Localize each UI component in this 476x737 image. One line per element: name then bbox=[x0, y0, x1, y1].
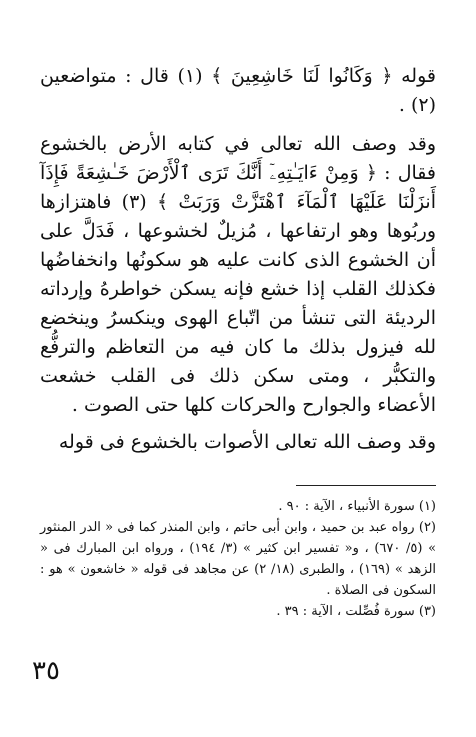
footnote-divider bbox=[296, 485, 436, 486]
footnotes bbox=[40, 496, 436, 622]
paragraph-3: وقد وصف الله تعالى الأصوات بالخشوع فى قوله bbox=[58, 431, 436, 453]
footnote-1: (١) سورة الأنبياء ، الآية : ٩٠ . bbox=[278, 499, 436, 514]
footnote-3: (٣) سورة فُصِّلت ، الآية : ٣٩ . bbox=[276, 604, 436, 619]
footnote-2: (٢) رواه عبد بن حميد ، وابن أبى حاتم ، وابن المنذر كما فى « الدر المنثور » (٥/ ٦٧٠) ، و« تفسير ابن كثير » (٣/ ١٩٤) ، ورواه ابن المبارك فى « الزهد » (١٦٩) ، والطبرى (١٨/ ٢) عن مجاهد فى قوله « خاشعون » هو : السكون فى الصلاة . bbox=[40, 520, 437, 598]
paragraph-1: قوله ﴿ وَكَانُوا لَنَا خَاشِعِينَ ﴾ (١) قال : متواضعين (٢) . bbox=[40, 65, 436, 116]
paragraph-2: وقد وصف الله تعالى في كتابه الأرض بالخشوع فقال : ﴿ وَمِنْ ءَايَـٰتِهِۦٓ أَنَّكَ تَرَى ٱلْأَرْضَ خَـٰشِعَةً فَإِذَآ أَنزَلْنَا عَلَيْهَا ٱلْمَآءَ ٱهْتَزَّتْ وَرَبَتْ ﴾ (٣) فاهتزازها وربُوها وهو ارتفاعها ، مُزيلٌ لخشوعها ، فَدَلَّ على أن الخشوع الذى كانت عليه هو سكونُها وانخفاضُها فكذلك القلب إذا خشع فإنه يسكن خواطرهُ وإرداته الرديئة التى تنشأ من اتّباع الهوى وينكسرُ وينخضع لله فيزول بذلك ما كان فيه من التعاظم والترفُّع والتكبُّر ، ومتى سكن ذلك فى القلب خشعت الأعضاء والجوارح والحركات كلها حتى الصوت . bbox=[40, 133, 437, 416]
page-number: ٣٥ bbox=[32, 656, 60, 686]
